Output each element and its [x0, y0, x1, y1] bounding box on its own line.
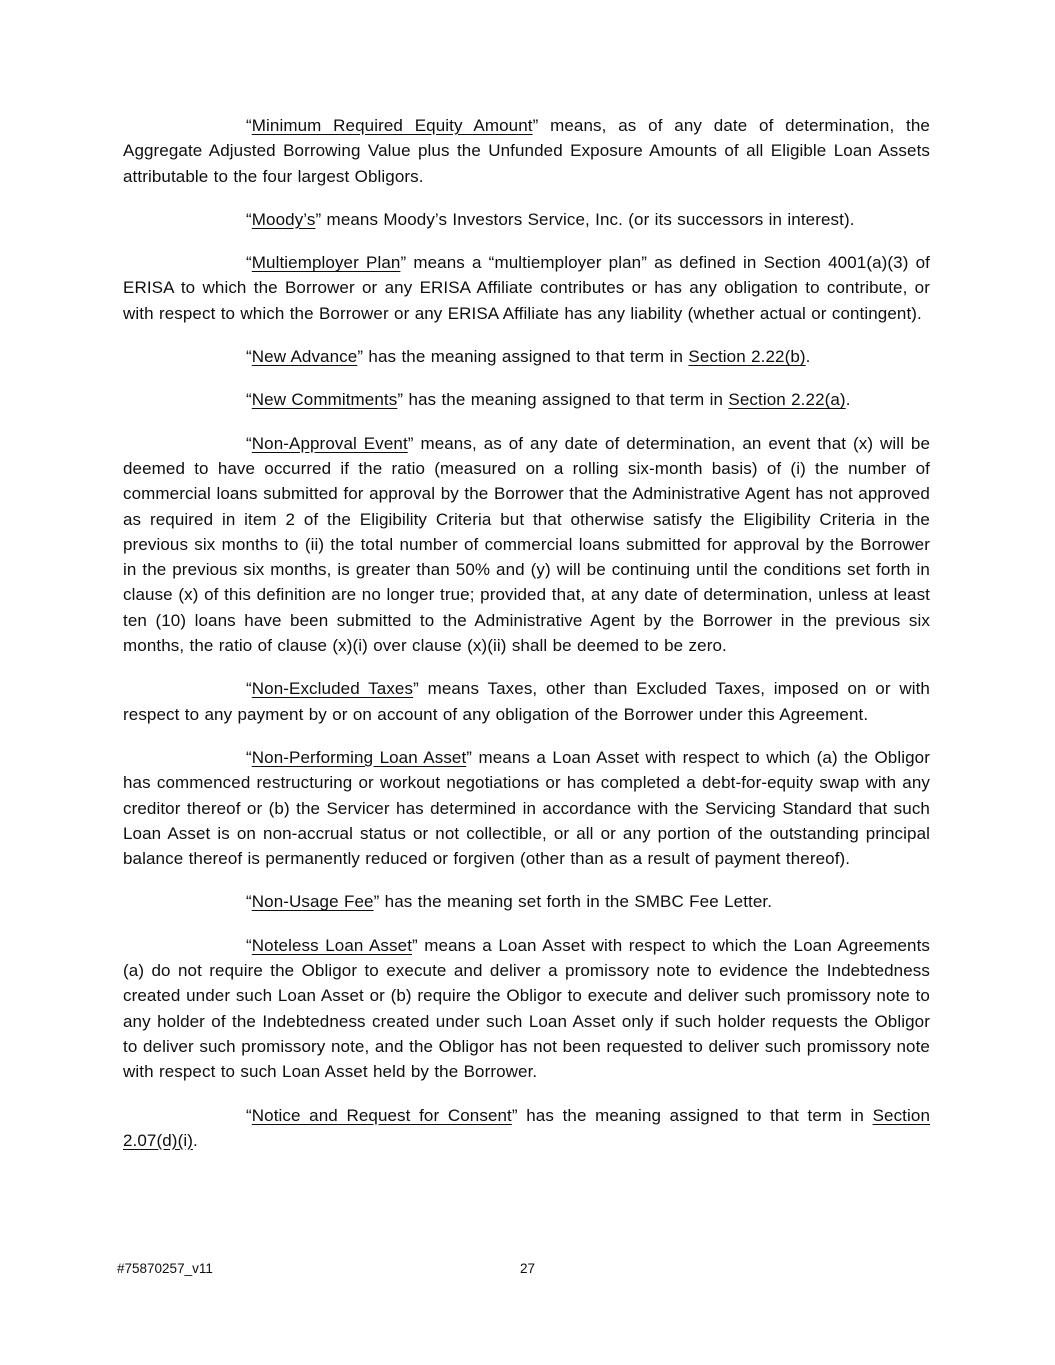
body-text: ” means, as of any date of determination, an event that (x) will be deemed to have occurred if the ratio (measured on a rolling six-month basis) of (i) the number of commercial loans submitted for approval by the Borrower that the Administrative Agent has not approved as required in item 2 of the Eligibility Criteria but that otherwise satisfy the Eligibility Criteria in the previous six months to (ii) the total number of commercial loans submitted for approval by the Borrower in the previous six months, is greater than 50% and (y) will be continuing until the conditions set forth in clause (x) of this definition are no longer true; provided that, at any date of determination, unless at least ten (10) loans have been submitted to the Administrative Agent by the Borrower in the previous six months, the ratio of clause (x)(i) over clause (x)(ii) shall be deemed to be zero. — [123, 433, 931, 656]
defined-term: Non-Approval Event — [251, 433, 408, 453]
body-text: . — [845, 390, 851, 410]
defined-term: Section 2.22(a) — [728, 390, 846, 410]
paragraph-6 — [123, 431, 930, 659]
body-text: “ — [246, 679, 252, 699]
body-text: . — [805, 347, 811, 367]
defined-term: Noteless Loan Asset — [251, 935, 413, 955]
defined-term: New Advance — [251, 347, 358, 367]
body-text: “ — [246, 116, 252, 135]
defined-term: Notice and Request for Consent — [251, 1105, 512, 1125]
body-text: ” has the meaning assigned to that term in — [357, 347, 689, 367]
body-text: ” has the meaning assigned to that term in — [511, 1105, 873, 1125]
body-text: ” has the meaning set forth in the SMBC Fee Letter. — [373, 892, 773, 912]
defined-term: Multiemployer Plan — [251, 253, 401, 273]
body-text: ” means a “multiemployer plan” as defined in Section 4001(a)(3) of ERISA to which the Borrower or any ERISA Affiliate contributes or has any obligation to contribute, or with respect to which the Borrower or any ERISA Affiliate has any liability (whether actual or contingent). — [123, 253, 930, 323]
body-text: “ — [246, 390, 252, 410]
defined-term: New Commitments — [251, 390, 398, 410]
body-text: ” means Moody’s Investors Service, Inc. (or its successors in interest). — [315, 209, 855, 229]
defined-term: Non-Excluded Taxes — [251, 679, 414, 699]
document-body — [123, 113, 930, 1171]
paragraph-7 — [123, 676, 930, 727]
paragraph-2 — [123, 207, 930, 232]
defined-term: Non-Usage Fee — [251, 892, 374, 912]
paragraph-8 — [123, 745, 930, 871]
body-text: ” means Taxes, other than Excluded Taxes, imposed on or with respect to any payment by or on account of any obligation of the Borrower under this Agreement. — [123, 679, 930, 724]
body-text: ” means a Loan Asset with respect to which (a) the Obligor has commenced restructuring or workout negotiations or has completed a debt-for-equity swap with any creditor thereof or (b) the Servicer has determined in accordance with the Servicing Standard that such Loan Asset is on non-accrual status or not collectible, or all or any portion of the outstanding principal balance thereof is permanently reduced or forgiven (other than as a result of payment thereof). — [123, 747, 930, 869]
paragraph-11 — [123, 1103, 930, 1154]
paragraph-3 — [123, 250, 930, 326]
body-text: . — [192, 1130, 198, 1150]
body-text: “ — [246, 209, 252, 229]
body-text: “ — [246, 892, 252, 912]
body-text: ” means, as of any date of determination, the Aggregate Adjusted Borrowing Value plus the Unfunded Exposure Amounts of all Eligible Loan Assets attributable to the four largest Obligors. — [123, 116, 930, 186]
paragraph-4 — [123, 344, 930, 369]
defined-term: Minimum Required Equity Amount — [251, 116, 533, 135]
paragraph-10 — [123, 933, 930, 1085]
body-text: “ — [246, 935, 252, 955]
paragraph-1 — [123, 113, 930, 189]
body-text: ” has the meaning assigned to that term in — [397, 390, 729, 410]
body-text: “ — [246, 253, 252, 273]
body-text: “ — [246, 747, 252, 767]
defined-term: Moody’s — [251, 209, 316, 229]
body-text: “ — [246, 347, 252, 367]
footer-document-id: #75870257_v11 — [117, 1261, 213, 1276]
body-text: ” means a Loan Asset with respect to which the Loan Agreements (a) do not require the Obligor to execute and deliver a promissory note to evidence the Indebtedness created under such Loan Asset or (b) require the Obligor to execute and deliver such promissory note to any holder of the Indebtedness created under such Loan Asset only if such holder requests the Obligor to deliver such promissory note, and the Obligor has not been requested to deliver such promissory note with respect to such Loan Asset held by the Borrower. — [123, 935, 930, 1082]
paragraph-5 — [123, 387, 930, 412]
defined-term: Section 2.07(d)(i) — [123, 1105, 930, 1150]
footer-page-number: 27 — [519, 1261, 536, 1276]
defined-term: Section 2.22(b) — [688, 347, 806, 367]
body-text: “ — [246, 1105, 252, 1125]
defined-term: Non-Performing Loan Asset — [251, 747, 467, 767]
body-text: “ — [246, 433, 252, 453]
paragraph-9 — [123, 889, 930, 914]
